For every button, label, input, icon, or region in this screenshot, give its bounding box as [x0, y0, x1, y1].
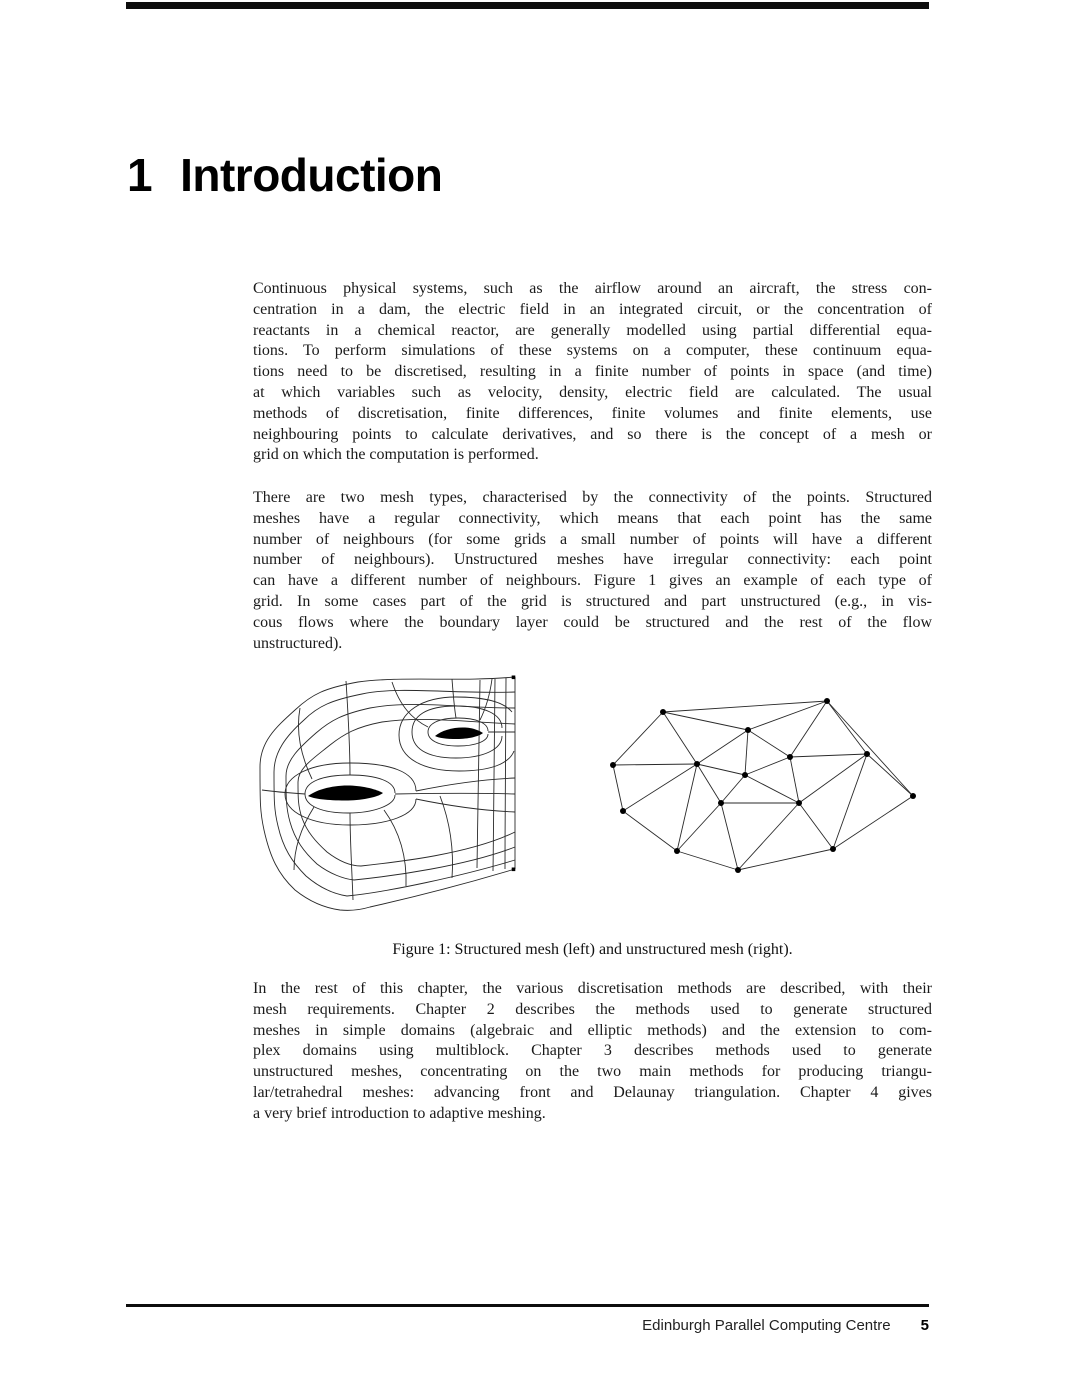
figure-caption: Figure 1: Structured mesh (left) and unstructured mesh (right).	[392, 941, 793, 958]
text-line: can have a different number of neighbours. Figure 1 gives an example of each type of	[253, 572, 932, 590]
footer-rule	[126, 1304, 929, 1307]
mesh-edge	[613, 764, 697, 765]
mesh-node	[610, 762, 616, 768]
grid-line	[416, 778, 515, 791]
text-line: grid on which the computation is performed.	[253, 446, 539, 464]
mesh-node	[824, 698, 830, 704]
corner-dot	[512, 868, 516, 872]
mesh-node	[694, 761, 700, 767]
mesh-node	[910, 793, 916, 799]
text-line: grid. In some cases part of the grid is structured and part unstructured (e.g., in vis-	[253, 592, 932, 610]
text-line: centration in a dam, the electric field in an integrated circuit, or the concentration of	[253, 300, 932, 318]
mesh-edge	[677, 803, 721, 851]
mesh-edge	[623, 811, 677, 851]
mesh-node	[735, 867, 741, 873]
text-line: lar/tetrahedral meshes: advancing front and Delaunay triangulation. Chapter 4 gives	[253, 1083, 932, 1101]
text-line: at which variables such as velocity, density, electric field are calculated. The usual	[253, 383, 932, 401]
grid-line	[262, 790, 305, 794]
mesh-edge	[790, 701, 827, 757]
mesh-node	[864, 751, 870, 757]
mesh-node	[674, 848, 680, 854]
mesh-edge	[721, 803, 738, 870]
page-number: 5	[920, 1317, 929, 1334]
mesh-edge	[697, 730, 748, 764]
mesh-node	[718, 800, 724, 806]
mesh-edge	[613, 712, 663, 765]
mesh-edge	[738, 849, 833, 870]
corner-dot	[512, 676, 516, 680]
text-line: plex domains using multiblock. Chapter 3 describes methods used to generate	[253, 1042, 932, 1060]
mesh-edge	[721, 775, 745, 803]
mesh-edge	[745, 775, 799, 803]
text-line: Continuous physical systems, such as the airflow around an aircraft, the stress con-	[253, 280, 932, 297]
mesh-edge	[799, 754, 867, 803]
mesh-node	[796, 800, 802, 806]
mesh-node	[620, 808, 626, 814]
chapter-number: 1	[127, 148, 153, 201]
paragraph-3	[253, 979, 932, 1125]
mesh-node	[830, 846, 836, 852]
text-line: meshes in simple domains (algebraic and elliptic methods) and the extension to com-	[253, 1021, 932, 1039]
mesh-edge	[827, 701, 913, 796]
chapter-title: Introduction	[180, 148, 443, 201]
text-line: tions. To perform simulations of these systems on a computer, these continuum equa-	[253, 342, 932, 360]
airfoil-shape	[308, 785, 383, 800]
grid-line	[452, 679, 456, 718]
mesh-node	[660, 709, 666, 715]
unstructured-mesh-figure	[600, 676, 940, 880]
mesh-edge	[738, 803, 799, 870]
mesh-edge	[833, 796, 913, 849]
text-line: neighbouring points to calculate derivatives, and so there is the concept of a mesh or	[253, 425, 932, 443]
mesh-edge	[833, 754, 867, 849]
mesh-edge	[748, 730, 790, 757]
mesh-edge	[623, 764, 697, 811]
text-line: meshes have a regular connectivity, which means that each point has the same	[253, 509, 932, 527]
mesh-edge	[663, 712, 748, 730]
airfoil-shape	[435, 727, 483, 739]
text-line: unstructured).	[253, 634, 343, 652]
mesh-edge	[697, 764, 745, 775]
mesh-edge	[613, 765, 623, 811]
mesh-node	[742, 772, 748, 778]
text-line: unstructured meshes, concentrating on the two main methods for producing triangu-	[253, 1063, 932, 1081]
mesh-edge	[745, 730, 748, 775]
grid-line	[505, 678, 506, 869]
mesh-edge	[677, 764, 697, 851]
text-line: a very brief introduction to adaptive meshing.	[253, 1104, 546, 1122]
mesh-edge	[663, 712, 697, 764]
text-line: number of neighbours). Unstructured meshes have irregular connectivity: each point	[253, 551, 932, 569]
mesh-edge	[745, 757, 790, 775]
mesh-edge	[790, 754, 867, 757]
text-line: number of neighbours (for some grids a small number of points will have a different	[253, 530, 932, 548]
grid-line	[346, 681, 350, 775]
grid-line	[350, 813, 353, 900]
text-line: methods of discretisation, finite differences, finite volumes and finite elements, use	[253, 404, 932, 422]
grid-line	[395, 793, 515, 794]
mesh-edge	[697, 764, 721, 803]
structured-mesh-figure	[250, 672, 520, 916]
paragraph-2	[253, 488, 932, 654]
text-line: mesh requirements. Chapter 2 describes the methods used to generate structured	[253, 1000, 932, 1018]
text-line: There are two mesh types, characterised by the connectivity of the points. Structured	[253, 489, 932, 506]
mesh-node	[787, 754, 793, 760]
footer	[126, 1317, 929, 1334]
mesh-edge	[677, 851, 738, 870]
text-line: reactants in a chemical reactor, are generally modelled using partial differential equa-	[253, 321, 932, 339]
paragraph-1	[253, 279, 932, 466]
mesh-edge	[799, 803, 833, 849]
mesh-edge	[867, 754, 913, 796]
mesh-edge	[790, 757, 799, 803]
header-rule	[126, 2, 929, 9]
footer-org: Edinburgh Parallel Computing Centre	[642, 1317, 891, 1334]
text-line: tions need to be discretised, resulting in a finite number of points in space (and time)	[253, 363, 932, 381]
grid-line	[416, 799, 515, 812]
mesh-edge	[827, 701, 867, 754]
chapter-heading	[127, 149, 442, 202]
mesh-node	[745, 727, 751, 733]
text-line: In the rest of this chapter, the various discretisation methods are described, with their	[253, 980, 932, 997]
text-line: cous flows where the boundary layer could be structured and the rest of the flow	[253, 613, 932, 631]
